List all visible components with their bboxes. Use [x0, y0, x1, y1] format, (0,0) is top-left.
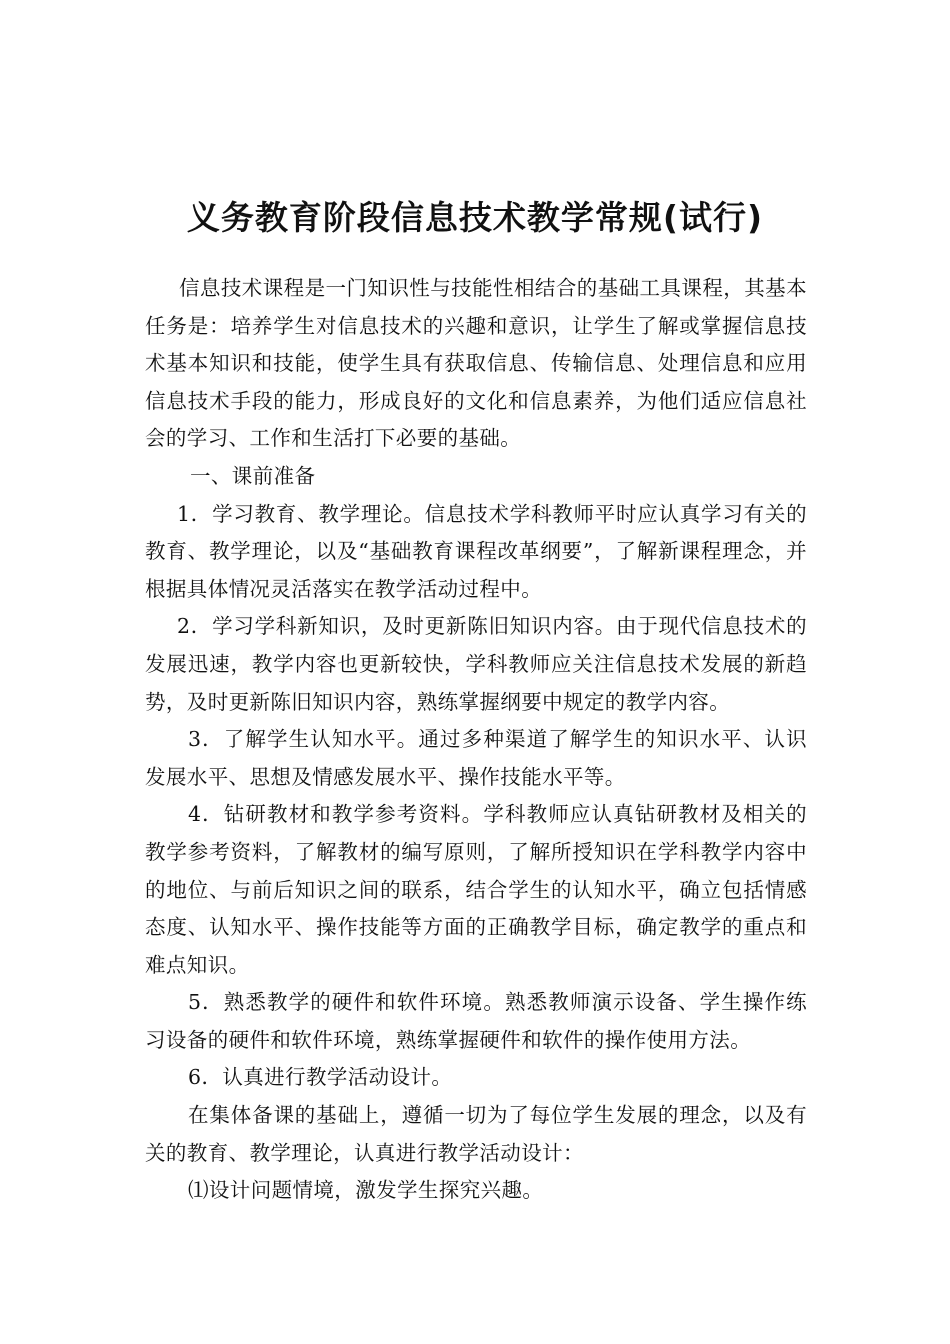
- design-paragraph: 在集体备课的基础上，遵循一切为了每位学生发展的理念，以及有关的教育、教学理论，认真进行教学活动设计：: [145, 1103, 807, 1165]
- document-body: [145, 270, 807, 1210]
- list-item: 5．熟悉教学的硬件和软件环境。熟悉教师演示设备、学生操作练习设备的硬件和软件环境，熟练掌握硬件和软件的操作使用方法。: [145, 990, 807, 1052]
- design-subitem: ⑴设计问题情境，激发学生探究兴趣。: [188, 1178, 544, 1203]
- list-item: 6．认真进行教学活动设计。: [188, 1065, 453, 1090]
- list-item: 1．学习教育、教学理论。信息技术学科教师平时应认真学习有关的教育、教学理论，以及“基础教育课程改革纲要”，了解新课程理念，并根据具体情况灵活落实在教学活动过程中。: [145, 501, 807, 601]
- section-heading-pre-class-preparation: 一、课前准备: [190, 463, 316, 488]
- document-title: 义务教育阶段信息技术教学常规(试行): [186, 198, 764, 238]
- list-item: 3．了解学生认知水平。通过多种渠道了解学生的知识水平、认识发展水平、思想及情感发展水平、操作技能水平等。: [145, 727, 807, 789]
- list-item: 4．钻研教材和教学参考资料。学科教师应认真钻研教材及相关的教学参考资料，了解教材的编写原则，了解所授知识在学科教学内容中的地位、与前后知识之间的联系，结合学生的认知水平，确立包括情感态度、认知水平、操作技能等方面的正确教学目标，确定教学的重点和难点知识。: [145, 802, 807, 977]
- intro-paragraph: 信息技术课程是一门知识性与技能性相结合的基础工具课程，其基本任务是：培养学生对信息技术的兴趣和意识，让学生了解或掌握信息技术基本知识和技能，使学生具有获取信息、传输信息、处理信息和应用信息技术手段的能力，形成良好的文化和信息素养，为他们适应信息社会的学习、工作和生活打下必要的基础。: [145, 276, 807, 451]
- list-item: 2．学习学科新知识，及时更新陈旧知识内容。由于现代信息技术的发展迅速，教学内容也更新较快，学科教师应关注信息技术发展的新趋势，及时更新陈旧知识内容，熟练掌握纲要中规定的教学内容。: [145, 614, 807, 714]
